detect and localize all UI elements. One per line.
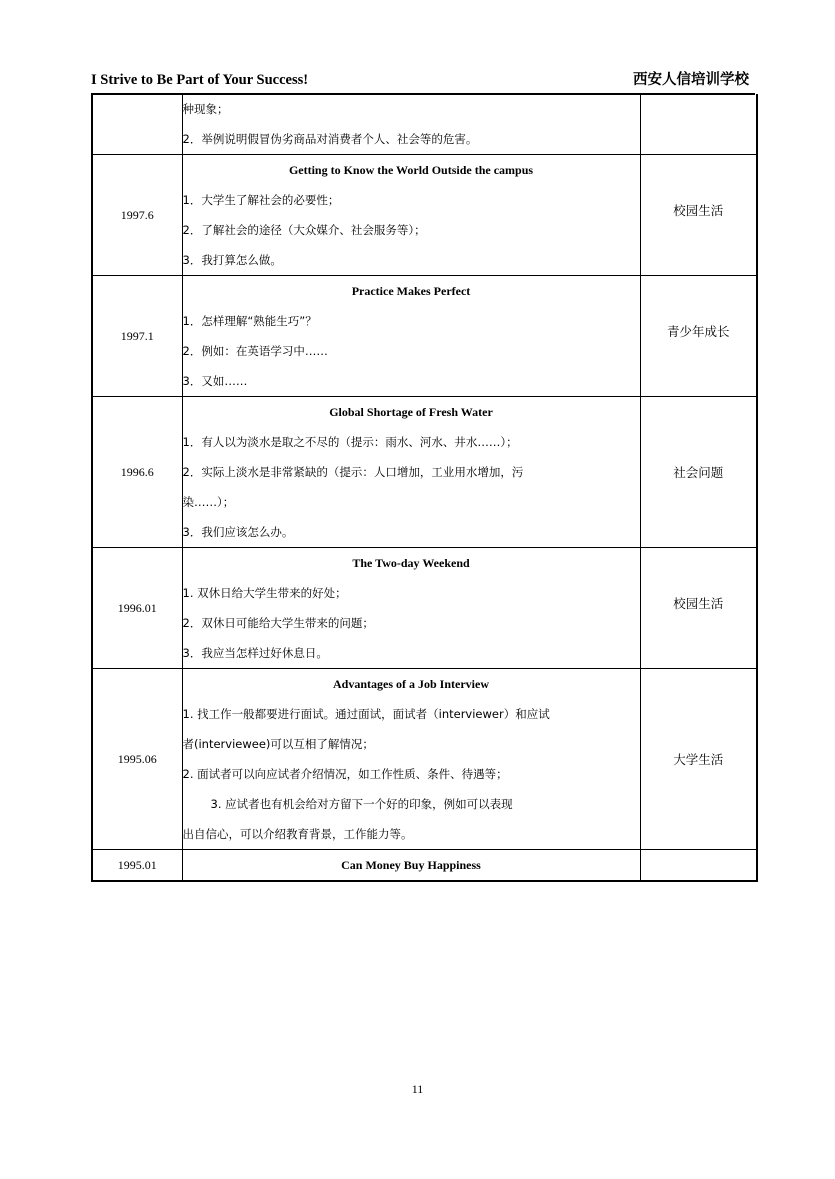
category-cell: [640, 276, 757, 397]
date-cell: 1996.6: [92, 397, 182, 548]
topic-point: 3．我应当怎样过好休息日。: [182, 646, 328, 660]
category-label: 校园生活: [673, 203, 724, 218]
header-slogan: I Strive to Be Part of Your Success!: [91, 72, 309, 88]
date-cell: 1995.01: [92, 850, 182, 882]
essay-topics-table: [91, 94, 758, 882]
table-row: [92, 548, 757, 669]
table-row: [92, 850, 757, 882]
category-cell: [640, 548, 757, 669]
topic-title: Advantages of a Job Interview: [333, 677, 489, 691]
topic-point: 出自信心，可以介绍教育背景，工作能力等。: [182, 827, 413, 841]
topic-point: 2．双休日可能给大学生带来的问题；: [182, 616, 374, 630]
topic-point: 3．我们应该怎么办。: [182, 525, 294, 539]
category-label: 校园生活: [673, 596, 724, 611]
topic-title: Can Money Buy Happiness: [341, 858, 481, 872]
table-row: [92, 669, 757, 850]
date-cell: 1995.06: [92, 669, 182, 850]
topic-title: The Two-day Weekend: [352, 556, 470, 570]
topic-title: Getting to Know the World Outside the campus: [288, 163, 534, 177]
topic-cell: [182, 155, 640, 276]
topic-point: 2．了解社会的途径（大众媒介、社会服务等）；: [182, 223, 426, 237]
topic-point: 1．大学生了解社会的必要性；: [182, 193, 340, 207]
topic-point: 3. 应试者也有机会给对方留下一个好的印象，例如可以表现: [210, 797, 513, 811]
topic-point: 1. 双休日给大学生带来的好处；: [182, 586, 347, 600]
date-cell: 1996.01: [92, 548, 182, 669]
table-row: [92, 276, 757, 397]
topic-point: 1．怎样理解“熟能生巧”？: [182, 314, 317, 328]
date-cell: [92, 94, 182, 155]
topic-cell: [182, 850, 640, 882]
topic-point: 2. 面试者可以向应试者介绍情况，如工作性质、条件、待遇等；: [182, 767, 508, 781]
date-cell: 1997.1: [92, 276, 182, 397]
page-number: 11: [411, 1082, 424, 1096]
topic-cell: [182, 276, 640, 397]
topic-cell: [182, 548, 640, 669]
topic-title: Global Shortage of Fresh Water: [329, 405, 493, 419]
topic-point: 种现象；: [182, 102, 229, 116]
category-label: 青少年成长: [666, 324, 730, 339]
topic-point: 3．又如……: [182, 374, 248, 388]
topic-point: 染……）；: [182, 495, 235, 509]
table-row: [92, 94, 757, 155]
page-header: [91, 69, 755, 95]
topic-title: Practice Makes Perfect: [351, 284, 471, 298]
header-school-name: 西安人信培训学校: [633, 72, 749, 88]
table-row: [92, 155, 757, 276]
topic-point: 2．举例说明假冒伪劣商品对消费者个人、社会等的危害。: [182, 132, 478, 146]
topic-point: 1．有人以为淡水是取之不尽的（提示：雨水、河水、井水……）；: [182, 435, 518, 449]
topic-cell: [182, 669, 640, 850]
category-cell: [640, 850, 757, 882]
topic-cell: [182, 94, 640, 155]
topic-point: 者(interviewee)可以互相了解情况；: [182, 737, 374, 751]
topic-point: 2．例如：在英语学习中……: [182, 344, 328, 358]
category-cell: [640, 94, 757, 155]
topic-point: 3．我打算怎么做。: [182, 253, 282, 267]
date-cell: 1997.6: [92, 155, 182, 276]
table-row: [92, 397, 757, 548]
topic-cell: [182, 397, 640, 548]
category-cell: 大学生活: [640, 669, 757, 850]
category-cell: 社会问题: [640, 397, 757, 548]
topic-point: 2．实际上淡水是非常紧缺的（提示：人口增加，工业用水增加，污: [182, 465, 524, 479]
category-cell: [640, 155, 757, 276]
topic-point: 1. 找工作一般都要进行面试。通过面试，面试者（interviewer）和应试: [182, 707, 550, 721]
